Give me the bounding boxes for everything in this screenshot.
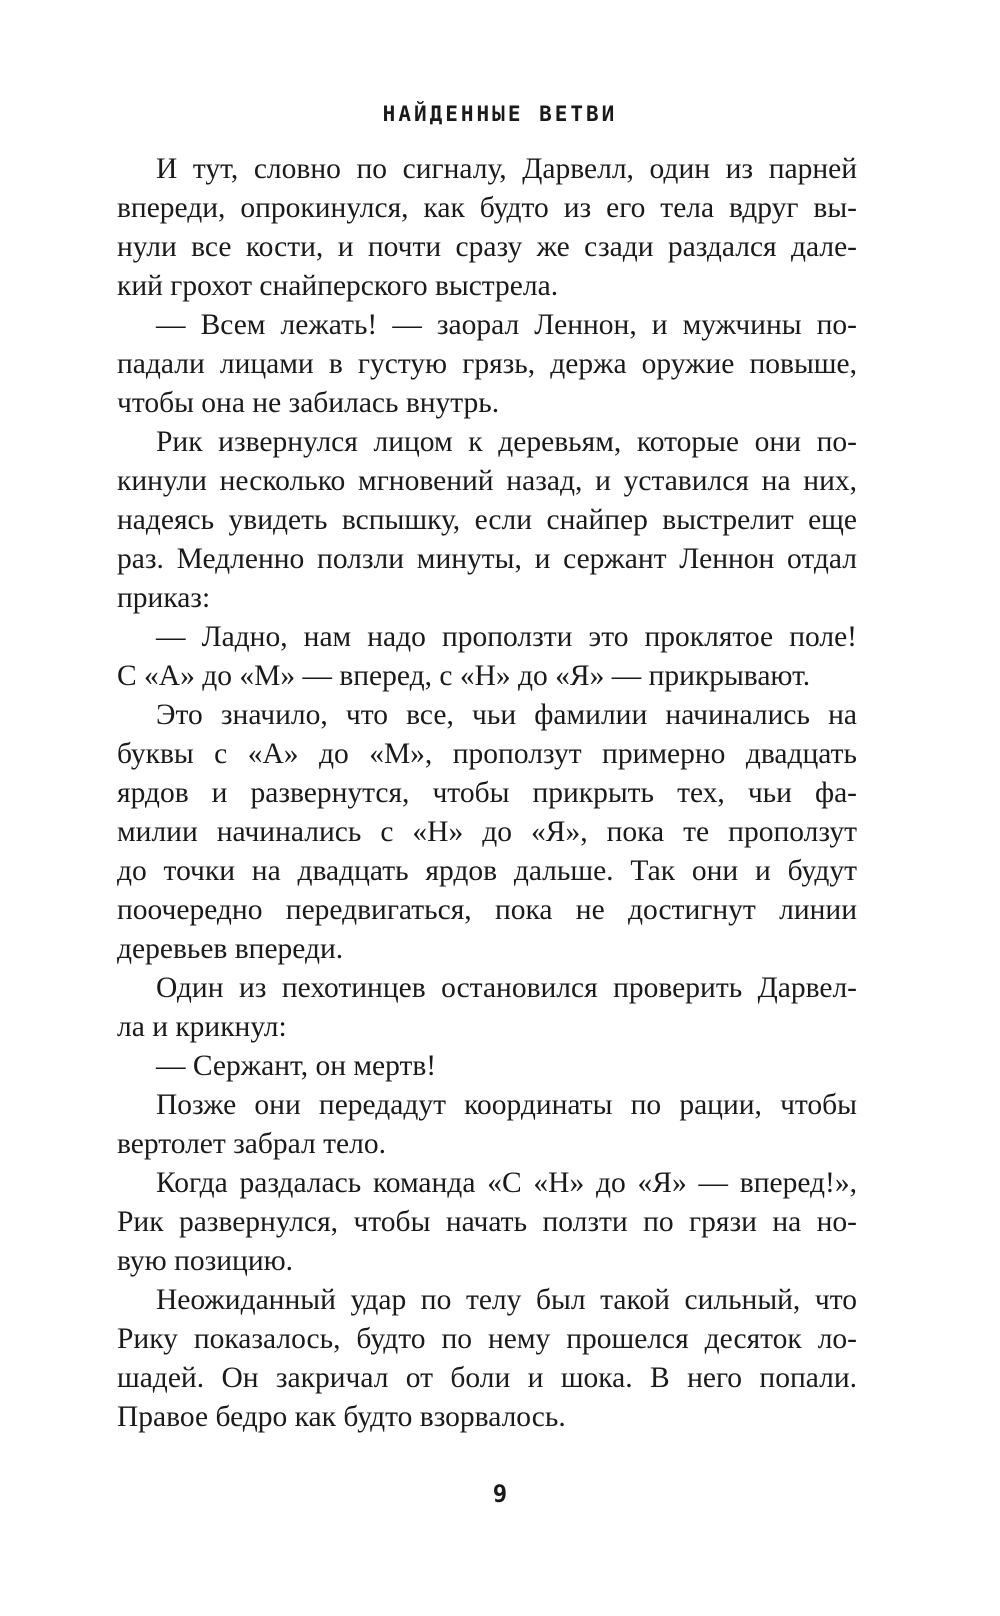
text-line: падали лицами в густую грязь, держа оружие повыше, (117, 348, 857, 380)
text-line: Правое бедро как будто взорвалось. (117, 1401, 566, 1433)
text-line: чтобы она не забилась внутрь. (117, 387, 500, 419)
text-line: буквы с «А» до «М», проползут примерно двадцать (117, 738, 857, 770)
text-line: вую позицию. (117, 1245, 294, 1277)
text-line: — Сержант, он мертв! (156, 1050, 437, 1082)
text-line: кий грохот снайперского выстрела. (117, 270, 559, 302)
text-line: Позже они передадут координаты по рации, чтобы (156, 1089, 857, 1121)
text-line: шадей. Он закричал от боли и шока. В него попали. (117, 1362, 857, 1394)
text-line: Рик развернулся, чтобы начать ползти по грязи на но- (117, 1206, 857, 1238)
text-line: — Ладно, нам надо проползти это проклятое поле! (156, 621, 857, 653)
text-line: до точки на двадцать ярдов дальше. Так они и будут (117, 855, 857, 887)
text-line: нули все кости, и почти сразу же сзади раздался дале- (117, 231, 857, 263)
text-line: ла и крикнул: (117, 1011, 287, 1043)
text-line: поочередно передвигаться, пока не достигнут линии (117, 894, 857, 926)
text-line: деревьев впереди. (117, 933, 344, 965)
text-line: раз. Медленно ползли минуты, и сержант Леннон отдал (117, 543, 857, 575)
text-line: приказ: (117, 582, 211, 614)
text-line: — Всем лежать! — заорал Леннон, и мужчины по- (156, 309, 857, 341)
running-head: НАЙДЕННЫЕ ВЕТВИ (382, 102, 618, 126)
text-line: кинули несколько мгновений назад, и уставился на них, (117, 465, 857, 497)
text-line: Когда раздалась команда «С «Н» до «Я» — вперед!», (156, 1167, 857, 1199)
text-line: Это значило, что все, чьи фамилии начинались на (156, 699, 857, 731)
text-line: милии начинались с «Н» до «Я», пока те проползут (117, 816, 857, 848)
text-line: вертолет забрал тело. (117, 1128, 386, 1160)
text-line: Рику показалось, будто по нему прошелся десяток ло- (117, 1323, 857, 1355)
text-line: С «А» до «М» — вперед, с «Н» до «Я» — прикрывают. (117, 660, 811, 692)
text-line: И тут, словно по сигналу, Дарвелл, один из парней (156, 153, 857, 185)
text-line: Один из пехотинцев остановился проверить Дарвел- (156, 972, 857, 1004)
text-line: Неожиданный удар по телу был такой сильный, что (156, 1284, 857, 1316)
text-line: Рик извернулся лицом к деревьям, которые они по- (156, 426, 857, 458)
text-line: надеясь увидеть вспышку, если снайпер выстрелит еще (117, 504, 857, 536)
page-number: 9 (492, 1480, 508, 1508)
text-line: впереди, опрокинулся, как будто из его тела вдруг вы- (117, 192, 857, 224)
body-text (117, 150, 857, 1437)
text-line: ярдов и развернутся, чтобы прикрыть тех, чьи фа- (117, 777, 857, 809)
